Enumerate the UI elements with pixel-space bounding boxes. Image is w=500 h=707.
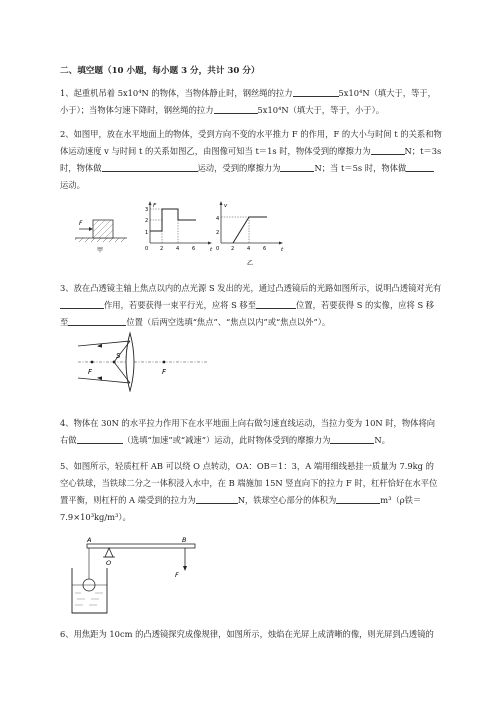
q4-text-1: 4、物体在 30N 的水平拉力作用下在水平地面上向右做匀速直线运动，当拉力变为 10N 时，物体将向右做 bbox=[60, 418, 436, 445]
q1-text-2: 5x10⁴N（填大于，等于，小于）；当物体匀速下降时，钢丝绳的拉力 bbox=[60, 88, 436, 115]
question-4 bbox=[60, 415, 442, 449]
graph1-ytick: 3 bbox=[145, 207, 149, 213]
q5-text-1: 5、如图所示，轻质杠杆 AB 可以绕 O 点转动，OA：OB＝1：3，A 端用细线悬挂一质量为 7.9kg 的空心铁球，当铁球二分之一体积浸入水中，在 B 端施加 15N 竖直向下的拉力 F 时，杠杆恰好在水平位置平衡，则杠杆的 A 端受到的拉力为 bbox=[60, 461, 438, 505]
label-f: F bbox=[175, 571, 179, 579]
q2-text-4: N；当 t＝5s 时，物体做 bbox=[314, 163, 407, 173]
q5-lever-figure bbox=[65, 535, 205, 620]
q1-text-1: 1、起重机吊着 5x10⁴N 的物体，当物体静止时，钢丝绳的拉力 bbox=[60, 88, 293, 98]
graph1-xtick: 4 bbox=[176, 246, 180, 252]
question-2 bbox=[60, 126, 442, 194]
q4-blank-2[interactable] bbox=[330, 433, 374, 444]
q5-blank-1[interactable] bbox=[196, 493, 238, 504]
question-1 bbox=[60, 85, 442, 119]
q2-text-5: 运动。 bbox=[60, 180, 85, 190]
graph2-xtick: 2 bbox=[231, 246, 235, 252]
graph1-ylabel: F bbox=[153, 203, 157, 209]
graph2-xtick: 4 bbox=[247, 246, 251, 252]
q2-text-1: 2、如图甲，放在水平地面上的物体，受到方向不变的水平推力 F 的作用，F 的大小与时间 t 的关系和物体运动速度 v 与时间 t 的关系如图乙，由图像可知当 t＝1s 时，物体受到的摩擦力为 bbox=[60, 129, 442, 156]
graph1-ytick: 1 bbox=[145, 230, 149, 236]
label-f-right: F bbox=[162, 368, 167, 376]
q2-text-2: N；t＝3s 时，物体做 bbox=[60, 146, 442, 173]
q1-text-3: 5x10⁴N（填大于，等于，小于）。 bbox=[257, 105, 385, 115]
fulcrum bbox=[105, 548, 113, 557]
question-6 bbox=[60, 626, 442, 643]
q5-text-3: m³（ρ铁＝7.9×10³kg/m³）。 bbox=[60, 495, 422, 522]
q2-blank-4[interactable] bbox=[406, 161, 434, 172]
force-arrowhead bbox=[89, 227, 93, 231]
q3-text-2: 作用，若要获得一束平行光，应将 S 移至 bbox=[104, 300, 257, 310]
graph2-velocity-curve bbox=[233, 217, 267, 243]
refracted-ray-upper bbox=[78, 341, 130, 346]
graph1-origin: 0 bbox=[145, 246, 149, 252]
q2-graph-force bbox=[140, 199, 216, 269]
question-3 bbox=[60, 280, 442, 331]
label-s: S bbox=[116, 352, 121, 360]
label-o: O bbox=[106, 559, 112, 567]
graph2-ylabel: v bbox=[224, 203, 228, 209]
q6-text-1: 6、用焦距为 10cm 的凸透镜探究成像规律，如图所示，烛焰在光屏上成清晰的像，则光屏到凸透镜的 bbox=[60, 629, 434, 639]
graph1-xtick: 2 bbox=[160, 246, 164, 252]
graph1-guides bbox=[150, 209, 178, 243]
q3-text-1: 3、放在凸透镜主轴上焦点以内的点光源 S 发出的光，通过凸透镜后的光路如图所示，说明凸透镜对光有 bbox=[60, 283, 442, 293]
q2-graph-velocity bbox=[211, 199, 287, 269]
q3-blank-2[interactable] bbox=[256, 298, 296, 309]
q2-blank-1[interactable] bbox=[371, 144, 405, 155]
convex-lens bbox=[126, 333, 134, 391]
label-b: B bbox=[182, 536, 187, 544]
focal-point-right bbox=[163, 361, 166, 364]
q3-blank-1[interactable] bbox=[60, 298, 104, 309]
q1-blank-2[interactable] bbox=[214, 103, 258, 114]
graph2-ytick: 4 bbox=[216, 216, 220, 222]
point-source-s bbox=[113, 361, 116, 364]
q4-blank-1[interactable] bbox=[77, 433, 123, 444]
graph2-origin: 0 bbox=[216, 246, 220, 252]
pull-force-arrowhead bbox=[183, 566, 187, 571]
q4-text-3: N。 bbox=[374, 435, 390, 445]
q3-blank-3[interactable] bbox=[68, 315, 126, 326]
q5-text-2: N，铁球空心部分的体积为 bbox=[237, 495, 337, 505]
fig-label-right: 乙 bbox=[247, 260, 254, 267]
q4-text-2: （选填“加速”或“减速”）运动，此时物体受到的摩擦力为 bbox=[122, 435, 331, 445]
ground-hatching bbox=[75, 238, 125, 242]
graph1-ytick: 2 bbox=[145, 218, 149, 224]
refracted-ray-lower bbox=[78, 378, 130, 383]
graph2-xtick: 6 bbox=[263, 246, 267, 252]
q1-blank-1[interactable] bbox=[293, 86, 339, 97]
graph1-y-arrow bbox=[149, 201, 152, 205]
water-lines bbox=[75, 593, 103, 605]
lever-bar bbox=[87, 544, 195, 548]
q2-text-3: 运动，受到的摩擦力为 bbox=[197, 163, 281, 173]
graph2-ytick: 2 bbox=[216, 230, 220, 236]
graph2-x-arrow bbox=[279, 242, 283, 245]
label-f-left: F bbox=[88, 368, 93, 376]
question-5 bbox=[60, 458, 442, 526]
graph2-xlabel: t bbox=[281, 247, 284, 253]
graph1-xtick: 6 bbox=[192, 246, 196, 252]
q2-blank-2[interactable] bbox=[102, 161, 198, 172]
q5-blank-2[interactable] bbox=[336, 493, 380, 504]
q3-text-4: 位置（后两空选填“焦点”、“焦点以内”或“焦点以外”）。 bbox=[126, 317, 331, 327]
label-a: A bbox=[87, 536, 92, 544]
force-label: F bbox=[79, 220, 83, 227]
graph1-xlabel: t bbox=[210, 247, 213, 253]
q2-blank-3[interactable] bbox=[280, 161, 314, 172]
q3-lens-figure bbox=[78, 330, 208, 392]
fig-label-left: 甲 bbox=[97, 247, 104, 254]
section-title: 二、填空题（10 小题，每小题 3 分，共计 30 分） bbox=[60, 66, 260, 76]
graph2-y-arrow bbox=[220, 201, 223, 205]
focal-point-left bbox=[91, 361, 94, 364]
q3-text-3: 位置，若要获得 S 的实像，应将 S 移至 bbox=[60, 300, 435, 327]
